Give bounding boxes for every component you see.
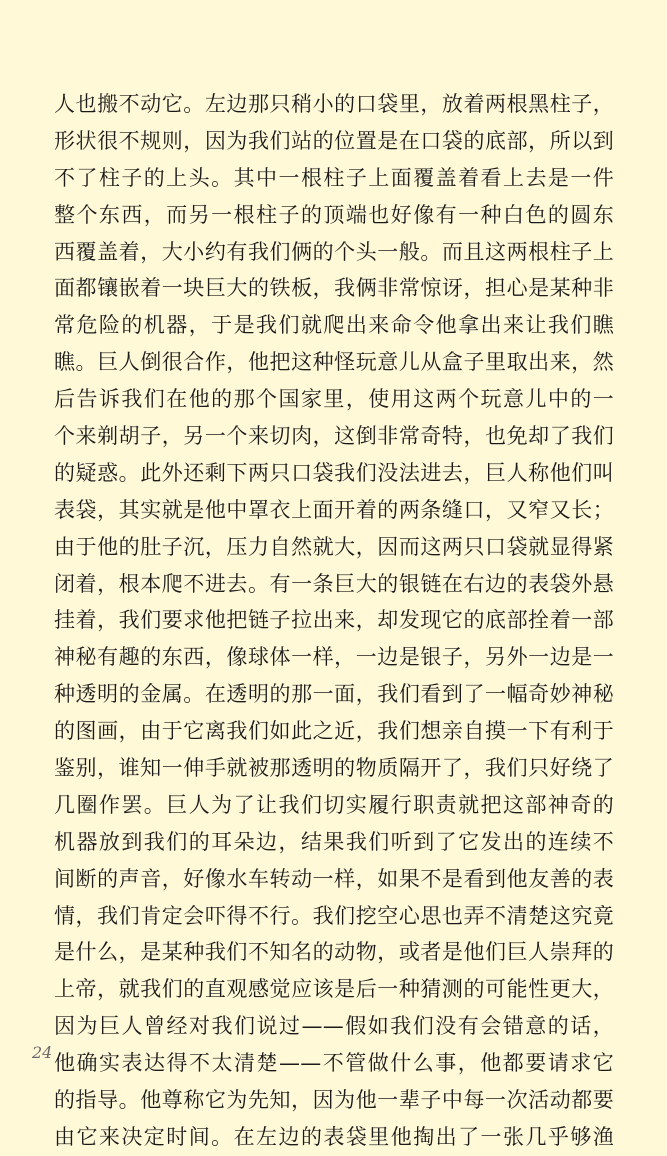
text-line: 神秘有趣的东西，像球体一样，一边是银子，另外一边是一 bbox=[54, 645, 614, 670]
text-line: 西覆盖着，大小约有我们俩的个头一般。而且这两根柱子上 bbox=[54, 239, 614, 264]
text-line: 挂着，我们要求他把链子拉出来，却发现它的底部拴着一部 bbox=[54, 608, 614, 633]
text-line: 的疑惑。此外还剩下两只口袋我们没法进去，巨人称他们叫 bbox=[54, 460, 614, 485]
text-line: 形状很不规则，因为我们站的位置是在口袋的底部，所以到 bbox=[54, 128, 614, 153]
text-line: 上帝，就我们的直观感觉应该是后一种猜测的可能性更大， bbox=[54, 977, 614, 1002]
text-line: 的图画，由于它离我们如此之近，我们想亲自摸一下有利于 bbox=[54, 719, 614, 744]
text-line: 闭着，根本爬不进去。有一条巨大的银链在右边的表袋外悬 bbox=[54, 571, 614, 596]
text-line: 后告诉我们在他的那个国家里，使用这两个玩意儿中的一 bbox=[54, 387, 614, 412]
text-line: 的指导。他尊称它为先知，因为他一辈子中每一次活动都要 bbox=[54, 1088, 614, 1113]
text-line: 面都镶嵌着一块巨大的铁板，我俩非常惊讶，担心是某种非 bbox=[54, 276, 614, 301]
text-line: 几圈作罢。巨人为了让我们切实履行职责就把这部神奇的 bbox=[54, 792, 614, 817]
text-line: 人也搬不动它。左边那只稍小的口袋里，放着两根黑柱子， bbox=[54, 92, 614, 116]
text-line: 由于他的肚子沉，压力自然就大，因而这两只口袋就显得紧 bbox=[54, 534, 614, 559]
body-text bbox=[54, 86, 614, 1156]
text-line: 间断的声音，好像水车转动一样，如果不是看到他友善的表 bbox=[54, 866, 614, 891]
text-line: 表袋，其实就是他中罩衣上面开着的两条缝口，又窄又长； bbox=[54, 497, 614, 522]
text-line: 是什么，是某种我们不知名的动物，或者是他们巨人崇拜的 bbox=[54, 940, 614, 965]
text-line: 常危险的机器，于是我们就爬出来命令他拿出来让我们瞧 bbox=[54, 313, 614, 338]
text-line: 鉴别，谁知一伸手就被那透明的物质隔开了，我们只好绕了 bbox=[54, 756, 614, 781]
text-line: 个来剃胡子，另一个来切肉，这倒非常奇特，也免却了我们 bbox=[54, 424, 614, 449]
text-line: 他确实表达得不太清楚——不管做什么事，他都要请求它 bbox=[54, 1051, 614, 1076]
text-line: 机器放到我们的耳朵边，结果我们听到了它发出的连续不 bbox=[54, 829, 614, 854]
text-line: 因为巨人曾经对我们说过——假如我们没有会错意的话， bbox=[54, 1014, 614, 1039]
text-line: 不了柱子的上头。其中一根柱子上面覆盖着看上去是一件 bbox=[54, 165, 614, 190]
text-line: 由它来决定时间。在左边的表袋里他掏出了一张几乎够渔 bbox=[54, 1124, 614, 1149]
page-number: 24 bbox=[32, 1043, 53, 1062]
text-line: 情，我们肯定会吓得不行。我们挖空心思也弄不清楚这究竟 bbox=[54, 903, 614, 928]
text-line: 整个东西，而另一根柱子的顶端也好像有一种白色的圆东 bbox=[54, 202, 614, 227]
text-line: 瞧。巨人倒很合作，他把这种怪玩意儿从盒子里取出来，然 bbox=[54, 350, 614, 375]
text-line: 种透明的金属。在透明的那一面，我们看到了一幅奇妙神秘 bbox=[54, 682, 614, 707]
